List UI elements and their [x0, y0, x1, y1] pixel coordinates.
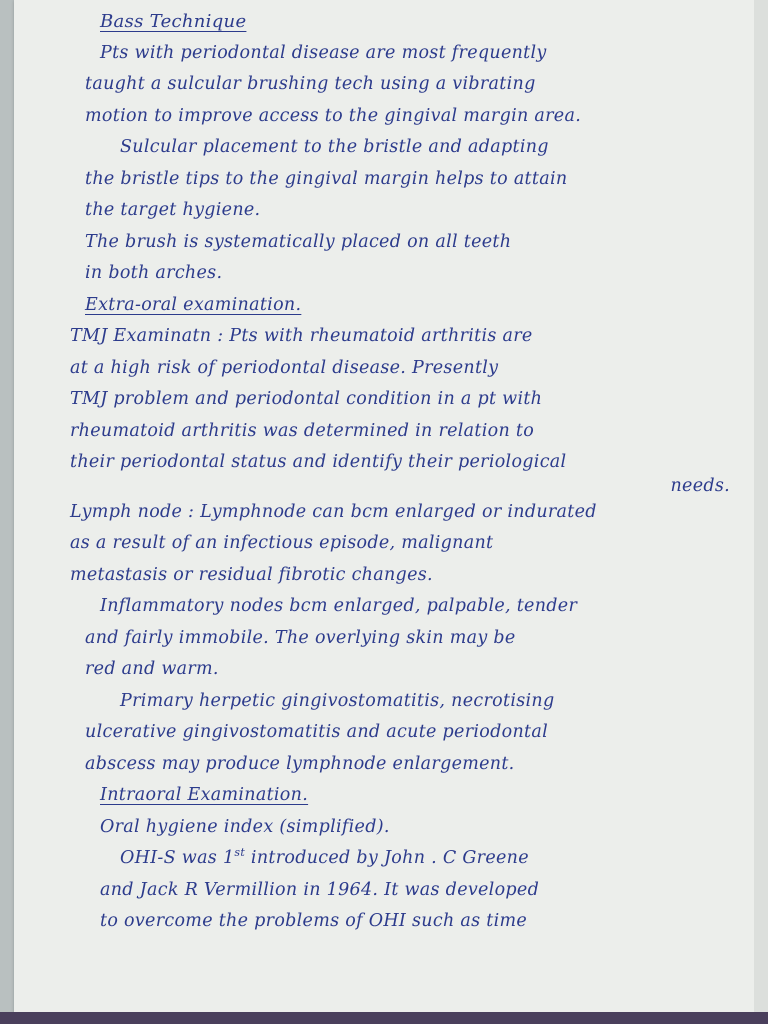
text-line: rheumatoid arthritis was determined in relation to [70, 420, 535, 441]
text-line [70, 843, 740, 875]
text-line: as a result of an infectious episode, malignant [70, 533, 494, 553]
notebook-cover-edge [0, 1012, 768, 1024]
superscript: st [234, 846, 246, 860]
text-line: abscess may produce lymphnode enlargement. [85, 753, 515, 774]
text-line: Oral hygiene index (simplified). [100, 816, 390, 837]
text-line: ulcerative gingivostomatitis and acute periodontal [85, 722, 548, 742]
text-line: Inflammatory nodes bcm enlarged, palpable, tender [100, 596, 578, 616]
text-line: and fairly immobile. The overlying skin may be [85, 627, 516, 648]
text-line: Lymph node : Lymphnode can bcm enlarged or indurated [70, 501, 597, 522]
page-edge [754, 0, 768, 1024]
text-line: their periodontal status and identify their periological [70, 452, 567, 472]
text-line: the bristle tips to the gingival margin helps to attain [85, 168, 568, 189]
text-line: TMJ problem and periodontal condition in a pt with [70, 389, 543, 409]
text-span: OHI-S was 1 [120, 848, 235, 868]
handwritten-notes [70, 6, 740, 938]
text-line: and Jack R Vermillion in 1964. It was developed [100, 879, 540, 900]
heading-intraoral: Intraoral Examination. [100, 785, 309, 805]
heading-bass-technique: Bass Technique [100, 11, 247, 32]
text-line: Pts with periodontal disease are most frequently [100, 42, 547, 63]
heading-extra-oral: Extra-oral examination. [85, 294, 302, 315]
text-line: to overcome the problems of OHI such as time [100, 911, 528, 931]
text-line: motion to improve access to the gingival margin area. [85, 105, 582, 126]
text-line: taught a sulcular brushing tech using a vibrating [85, 74, 536, 94]
text-line: metastasis or residual fibrotic changes. [70, 564, 433, 585]
text-line: Primary herpetic gingivostomatitis, necrotising [120, 690, 555, 711]
text-line: Sulcular placement to the bristle and adapting [120, 137, 549, 157]
text-line: red and warm. [85, 659, 219, 679]
text-line: in both arches. [85, 263, 223, 283]
text-line: The brush is systematically placed on all teeth [85, 231, 512, 252]
text-line: at a high risk of periodontal disease. Presently [70, 357, 499, 378]
text-line: needs. [670, 475, 730, 496]
text-line: the target hygiene. [85, 200, 261, 220]
text-line: TMJ Examinatn : Pts with rheumatoid arthritis are [70, 326, 533, 346]
text-span: introduced by John . C Greene [245, 848, 529, 868]
